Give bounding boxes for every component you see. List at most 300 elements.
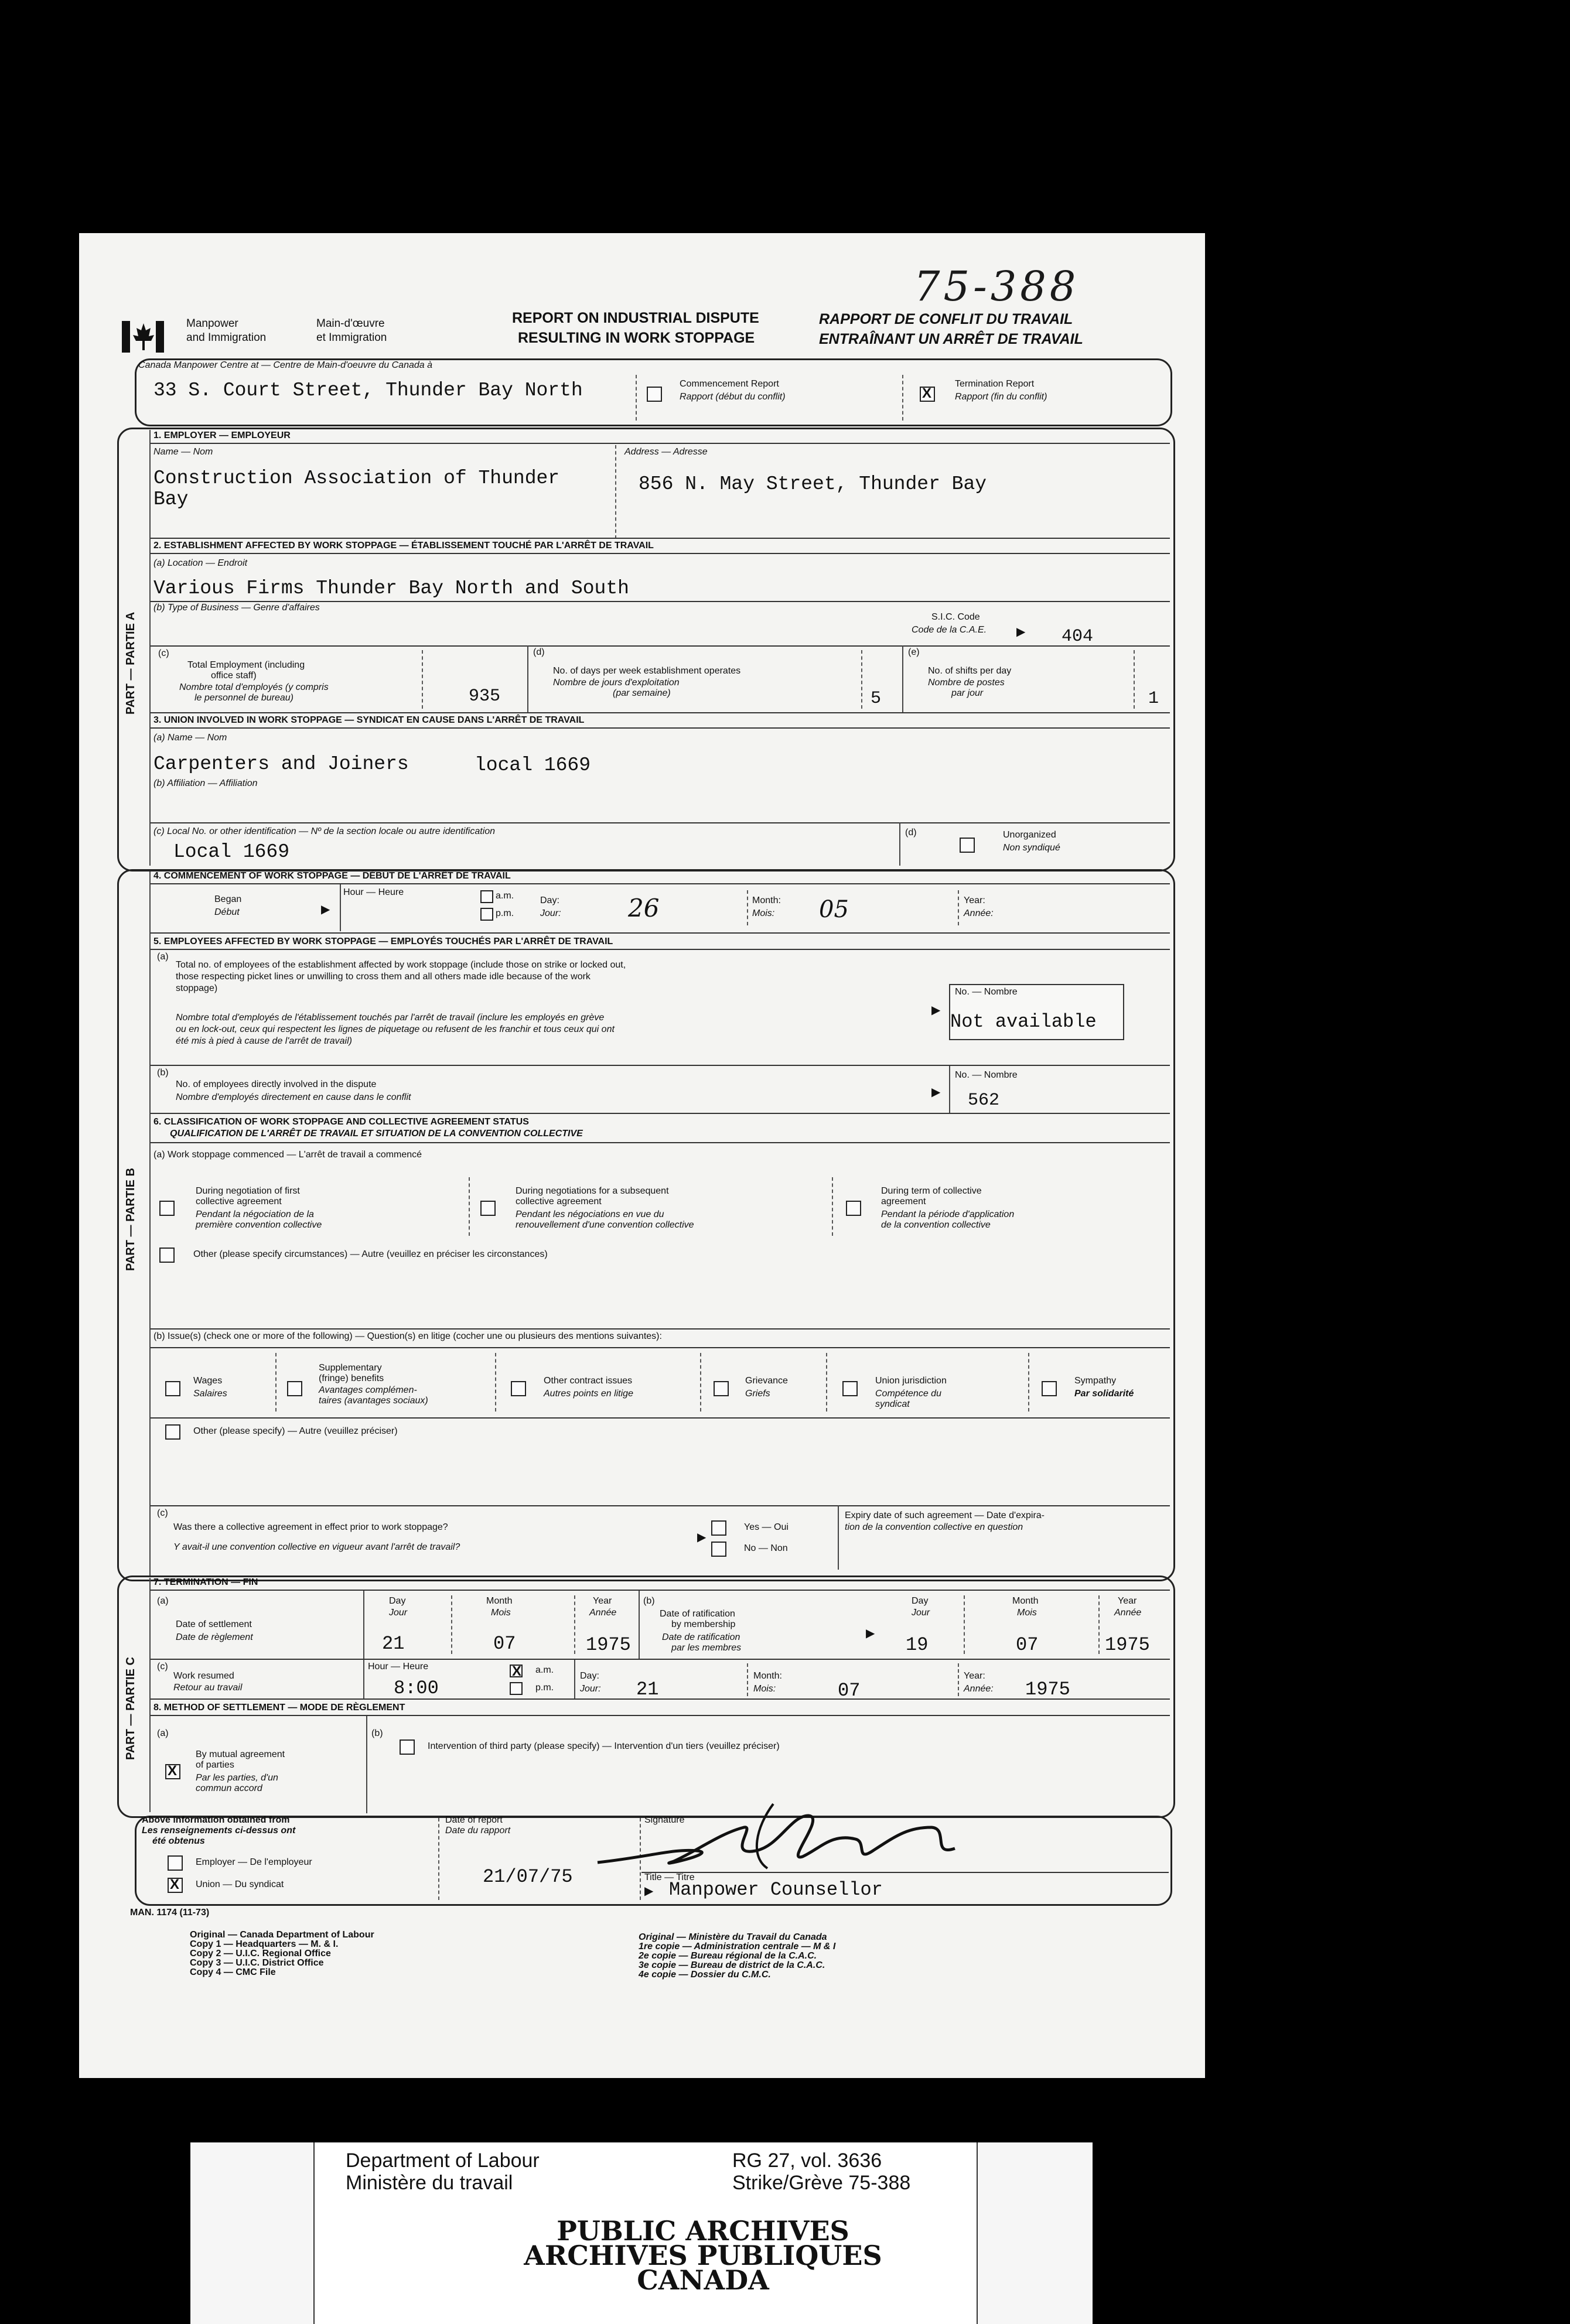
s5-div — [949, 1066, 950, 1113]
s4-year: Year: — [964, 896, 985, 905]
ratif-fr-2: par les membres — [671, 1643, 742, 1653]
third-party-checkbox[interactable] — [400, 1739, 415, 1755]
arrow-icon: ▶ — [1016, 626, 1026, 638]
s4-div-b — [747, 890, 748, 925]
s7a-day-en: Day — [389, 1596, 406, 1606]
s7b-day-fr: Jour — [912, 1608, 930, 1618]
s7-mois: Mois: — [753, 1684, 776, 1694]
dist-fr-2: 2e copie — Bureau régional de la C.A.C. — [639, 1951, 817, 1961]
s6-div-a — [469, 1177, 470, 1236]
juris-en: Union jurisdiction — [875, 1376, 947, 1386]
s4-day: Day: — [540, 896, 559, 905]
part-b-margin — [149, 872, 151, 1575]
employment-en-2: office staff) — [211, 671, 257, 681]
centre-divider-2 — [902, 375, 903, 421]
mutual-en-1: By mutual agreement — [196, 1749, 285, 1759]
s5-total-value[interactable]: Not available — [950, 1011, 1097, 1033]
wages-fr: Salaires — [193, 1389, 227, 1399]
s6-rule-4 — [151, 1417, 1170, 1419]
wages-checkbox[interactable] — [165, 1381, 180, 1396]
s2-top-rule — [151, 538, 1170, 539]
s7-a-label: (a) — [157, 1596, 169, 1606]
dist-fr-0: Original — Ministère du Travail du Canada — [639, 1932, 827, 1942]
obtained-fr-1: Les renseignements ci-dessus ont — [142, 1826, 296, 1836]
s5-total-fr-1: Nombre total d'employés de l'établissement touchés par l'arrêt de travail (inclure les employés en grève — [176, 1013, 605, 1023]
s7-div-b — [451, 1595, 452, 1654]
s1-heading: 1. EMPLOYER — EMPLOYEUR — [153, 430, 291, 440]
s7-am: a.m. — [535, 1665, 554, 1675]
agency-en-1: Manpower — [186, 317, 238, 330]
resumed-am-checkbox[interactable] — [510, 1665, 523, 1677]
began-arrow-icon: ▶ — [321, 903, 330, 916]
dist-en-1: Copy 1 — Headquarters — M. & I. — [190, 1939, 339, 1949]
title-label: Title — Titre — [644, 1872, 695, 1882]
s7b-month-en: Month — [1012, 1596, 1039, 1606]
s7-month: Month: — [753, 1671, 782, 1681]
opt1-en-2: collective agreement — [196, 1197, 282, 1207]
footer-rule — [641, 1872, 1169, 1873]
s5-heading: 5. EMPLOYEES AFFECTED BY WORK STOPPAGE — EMPLOYÉS TOUCHÉS PAR L'ARRÊT DE TRAVAIL — [153, 937, 613, 946]
unorganized-fr: Non syndiqué — [1003, 843, 1060, 853]
s8-div — [366, 1716, 367, 1813]
union-source: Union — Du syndicat — [196, 1879, 284, 1889]
s5-top-rule — [151, 932, 1170, 934]
juris-fr-2: syndicat — [875, 1399, 910, 1409]
s3-rule — [151, 727, 1170, 729]
employer-source: Employer — De l'employeur — [196, 1857, 312, 1867]
s3-rule-2 — [151, 822, 1170, 823]
union-local-inline[interactable]: local 1669 — [475, 754, 591, 776]
s7-c-div-a — [363, 1660, 364, 1698]
dist-fr-4: 4e copie — Dossier du C.M.C. — [639, 1970, 771, 1980]
sympathy-checkbox[interactable] — [1042, 1381, 1057, 1396]
s2-div-b — [527, 645, 528, 712]
title-fr-2: ENTRAÎNANT UN ARRÊT DE TRAVAIL — [819, 331, 1083, 347]
s6-rule-5 — [151, 1505, 1170, 1506]
s7-pm: p.m. — [535, 1683, 554, 1693]
agency-en-2: and Immigration — [186, 331, 267, 344]
s7-heading: 7. TERMINATION — FIN — [153, 1577, 258, 1587]
other-circumstances-checkbox[interactable] — [159, 1248, 175, 1263]
s7b-day-en: Day — [912, 1596, 929, 1606]
title-en-2: RESULTING IN WORK STOPPAGE — [518, 330, 755, 346]
employment-fr-2: le personnel de bureau) — [194, 693, 294, 703]
s2-location-label: (a) Location — Endroit — [153, 558, 248, 568]
part-c-margin — [149, 1578, 151, 1812]
s6-issue-div-c — [700, 1353, 701, 1412]
s3-top-rule — [151, 712, 1170, 713]
s2-div-e — [1134, 650, 1135, 709]
s7-c-div-c — [747, 1663, 748, 1696]
s6-issue-div-e — [1028, 1353, 1029, 1412]
union-name[interactable]: Carpenters and Joiners — [153, 753, 409, 775]
s6-heading-1: 6. CLASSIFICATION OF WORK STOPPAGE AND COLLECTIVE AGREEMENT STATUS — [153, 1117, 529, 1127]
signature-scribble — [580, 1792, 967, 1880]
opt3-fr-2: de la convention collective — [881, 1220, 991, 1230]
settle-fr: Date de règlement — [176, 1632, 253, 1642]
title-arrow-icon: ▶ — [644, 1885, 654, 1898]
s5-total-fr-2: ou en lock-out, ceux qui respectent les lignes de piquetage ou refusent de les franchir et tous ceux qui ont — [176, 1024, 615, 1034]
s8-heading: 8. METHOD OF SETTLEMENT — MODE DE RÈGLEMENT — [153, 1703, 405, 1713]
s7-c-label: (c) — [157, 1662, 168, 1672]
commencement-checkbox[interactable] — [647, 387, 662, 402]
expiry-1: Expiry date of such agreement — Date d'expira- — [845, 1510, 1045, 1520]
obtained-en: Above information obtained from — [142, 1815, 290, 1825]
s6-c-label: (c) — [157, 1508, 168, 1518]
part-a-margin — [149, 430, 151, 866]
union-source-checkbox[interactable] — [168, 1878, 183, 1893]
archive-ref — [732, 2149, 910, 2194]
ratif-arrow-icon: ▶ — [866, 1627, 875, 1640]
contract-en: Other contract issues — [544, 1376, 633, 1386]
s8-b-label: (b) — [371, 1728, 383, 1738]
s7a-month-en: Month — [486, 1596, 513, 1606]
s7-div-a — [363, 1591, 364, 1659]
s4-jour: Jour: — [540, 908, 561, 918]
s2-rule — [151, 553, 1170, 554]
pa-line-1: PUBLIC ARCHIVES — [557, 2215, 849, 2247]
shifts-fr-1: Nombre de postes — [928, 678, 1005, 688]
s5-no-label: No. — Nombre — [955, 987, 1018, 997]
location-value[interactable]: Various Firms Thunder Bay North and South — [153, 577, 629, 599]
s2-e-label: (e) — [908, 647, 920, 657]
supp-fr-1: Avantages complémen- — [319, 1385, 417, 1395]
supplementary-checkbox[interactable] — [287, 1381, 302, 1396]
settle-year[interactable]: 1975 — [586, 1634, 631, 1656]
dist-en-2: Copy 2 — U.I.C. Regional Office — [190, 1949, 331, 1959]
s4-pm: p.m. — [496, 908, 514, 918]
title-value[interactable]: Manpower Counsellor — [669, 1879, 883, 1901]
flag-bar-left — [122, 321, 130, 353]
archive-dept — [346, 2149, 540, 2194]
s2-c-label: (c) — [158, 648, 169, 658]
s4-mois: Mois: — [752, 908, 775, 918]
archive-dept-en: Department of Labour — [346, 2149, 540, 2172]
s7-hour-label: Hour — Heure — [368, 1662, 429, 1672]
s3-heading: 3. UNION INVOLVED IN WORK STOPPAGE — SYNDICAT EN CAUSE DANS L'ARRÊT DE TRAVAIL — [153, 715, 585, 725]
s7-div-f — [1098, 1595, 1100, 1654]
supp-fr-2: taires (avantages sociaux) — [319, 1396, 428, 1406]
s6-top-rule — [151, 1113, 1170, 1114]
s7b-year-fr: Année — [1114, 1608, 1142, 1618]
subsequent-agreement-checkbox[interactable] — [480, 1201, 496, 1216]
centre-label: Canada Manpower Centre at — Centre de Main-d'oeuvre du Canada à — [138, 360, 433, 370]
s6-div-b — [832, 1177, 833, 1236]
commencement-fr: Rapport (début du conflit) — [680, 392, 786, 402]
s2-rule-3 — [151, 645, 1170, 647]
unorganized-checkbox[interactable] — [960, 838, 975, 853]
s5-direct-fr: Nombre d'employés directement en cause dans le conflit — [176, 1092, 411, 1102]
resumed-year[interactable]: 1975 — [1025, 1679, 1070, 1700]
dist-fr-1: 1re copie — Administration centrale — M & I — [639, 1942, 836, 1952]
supp-en-2: (fringe) benefits — [319, 1373, 384, 1383]
resumed-fr: Retour au travail — [173, 1683, 243, 1693]
dist-fr-3: 3e copie — Bureau de district de la C.A.C. — [639, 1960, 825, 1970]
other-issue-checkbox[interactable] — [165, 1424, 180, 1440]
s4-heading: 4. COMMENCEMENT OF WORK STOPPAGE — DÉBUT DE L'ARRÊT DE TRAVAIL — [153, 871, 511, 881]
s8-top-rule — [151, 1698, 1170, 1700]
resumed-month[interactable]: 07 — [838, 1680, 861, 1701]
ratif-en-1: Date of ratification — [660, 1609, 735, 1619]
termination-en: Termination Report — [955, 379, 1035, 389]
juris-fr-1: Compétence du — [875, 1389, 941, 1399]
s4-div-a — [340, 884, 341, 931]
mutual-fr-1: Par les parties, d'un — [196, 1773, 278, 1783]
third-party-label: Intervention of third party (please specify) — Intervention d'un tiers (veuillez préciser) — [428, 1741, 780, 1751]
s2-d-label: (d) — [533, 647, 545, 657]
settle-month[interactable]: 07 — [493, 1633, 516, 1655]
s8-rule — [151, 1715, 1170, 1716]
s7-annee: Année: — [964, 1684, 994, 1694]
part-c-label: PART — PARTIE C — [124, 1657, 137, 1760]
opt1-fr-1: Pendant la négociation de la — [196, 1209, 314, 1219]
resumed-pm-checkbox[interactable] — [510, 1682, 523, 1695]
archive-dept-fr: Ministère du travail — [346, 2172, 513, 2194]
jurisdiction-checkbox[interactable] — [842, 1381, 858, 1396]
mutual-en-2: of parties — [196, 1760, 234, 1770]
s4-month-value[interactable]: 05 — [819, 896, 849, 923]
s6-c-div — [838, 1505, 839, 1570]
employer-name-2[interactable]: Bay — [153, 488, 189, 510]
pa-line-3: CANADA — [637, 2264, 769, 2296]
settle-en: Date of settlement — [176, 1619, 252, 1629]
grievance-checkbox[interactable] — [714, 1381, 729, 1396]
s2-div-d — [902, 645, 903, 712]
s4-hour-label: Hour — Heure — [343, 887, 404, 897]
flag-bar-right — [156, 321, 164, 353]
s7-c-div-b — [574, 1660, 575, 1698]
s1-address-label: Address — Adresse — [624, 447, 708, 457]
sic-label-en: S.I.C. Code — [931, 612, 980, 622]
opt3-en-1: During term of collective — [881, 1186, 982, 1196]
began-fr: Début — [214, 907, 240, 917]
days-fr-1: Nombre de jours d'exploitation — [553, 678, 680, 688]
s5-total-en-2: those respecting picket lines or unwilling to cross them and all others made idle because of the work — [176, 972, 591, 982]
s4-am-checkbox[interactable] — [480, 890, 493, 903]
s5-no-label-2: No. — Nombre — [955, 1070, 1018, 1080]
opt2-en-1: During negotiations for a subsequent — [516, 1186, 669, 1196]
s5-direct-value[interactable]: 562 — [968, 1091, 1000, 1110]
dist-en-3: Copy 3 — U.I.C. District Office — [190, 1958, 324, 1968]
employment-value[interactable]: 935 — [469, 686, 501, 706]
settle-day[interactable]: 21 — [382, 1633, 405, 1655]
s7-rule — [151, 1590, 1170, 1591]
s6-issue-div-b — [495, 1353, 496, 1412]
sympathy-fr: Par solidarité — [1074, 1389, 1134, 1399]
agency-fr-1: Main-d'œuvre — [316, 317, 385, 330]
resumed-en: Work resumed — [173, 1671, 234, 1681]
ratif-en-2: by membership — [671, 1619, 736, 1629]
employer-source-checkbox[interactable] — [168, 1855, 183, 1871]
sic-value[interactable]: 404 — [1062, 627, 1094, 647]
s5-total-fr-3: été mis à pied à cause de l'arrêt de travail) — [176, 1036, 352, 1046]
maple-leaf-icon — [132, 322, 155, 351]
title-en-1: REPORT ON INDUSTRIAL DISPUTE — [512, 310, 759, 326]
agreement-no: No — Non — [744, 1543, 788, 1553]
grievance-fr: Griefs — [745, 1389, 770, 1399]
s7a-month-fr: Mois — [491, 1608, 511, 1618]
wages-en: Wages — [193, 1376, 223, 1386]
ratif-year[interactable]: 1975 — [1105, 1634, 1150, 1656]
unorganized-en: Unorganized — [1003, 830, 1056, 840]
s2-business-label: (b) Type of Business — Genre d'affaires — [153, 603, 320, 613]
s7-jour: Jour: — [580, 1684, 601, 1694]
part-b-label: PART — PARTIE B — [124, 1168, 137, 1271]
public-archives-stamp — [375, 2215, 1031, 2296]
report-date[interactable]: 21/07/75 — [483, 1866, 573, 1888]
resumed-hour[interactable]: 8:00 — [394, 1677, 439, 1699]
expiry-2: tion de la convention collective en question — [845, 1522, 1023, 1532]
shifts-en: No. of shifts per day — [928, 666, 1012, 676]
s5-arrow-icon: ▶ — [931, 1004, 941, 1017]
report-date-en: Date of report — [445, 1815, 503, 1825]
s1-name-label: Name — Nom — [153, 447, 213, 457]
signature-label: Signature — [644, 1815, 685, 1825]
s6-issue-div-d — [826, 1353, 827, 1412]
s8-a-label: (a) — [157, 1728, 169, 1738]
s3-d-label: (d) — [905, 828, 917, 838]
termination-checkbox[interactable] — [920, 387, 935, 402]
s7-div-c — [574, 1595, 575, 1654]
s7a-year-fr: Année — [589, 1608, 617, 1618]
s7b-month-fr: Mois — [1017, 1608, 1037, 1618]
s7b-year-en: Year — [1118, 1596, 1137, 1606]
handwritten-file-number: 75-388 — [914, 262, 1080, 310]
termination-fr: Rapport (fin du conflit) — [955, 392, 1047, 402]
employer-address[interactable]: 856 N. May Street, Thunder Bay — [639, 473, 987, 495]
s5-a-label: (a) — [157, 952, 169, 962]
s3-local-label: (c) Local No. or other identification — Nº de la section locale ou autre identification — [153, 826, 496, 836]
sympathy-en: Sympathy — [1074, 1376, 1117, 1386]
s6-a-label: (a) Work stoppage commenced — L'arrêt de travail a commencé — [153, 1150, 422, 1160]
distribution-fr — [639, 1933, 835, 1980]
s4-rule — [151, 883, 1170, 884]
s4-am: a.m. — [496, 891, 514, 901]
s7-day: Day: — [580, 1671, 599, 1681]
opt2-en-2: collective agreement — [516, 1197, 602, 1207]
centre-divider — [636, 375, 637, 421]
s7-year: Year: — [964, 1671, 985, 1681]
sic-label-fr: Code de la C.A.E. — [912, 625, 987, 635]
shifts-fr-2: par jour — [951, 688, 984, 698]
first-agreement-checkbox[interactable] — [159, 1201, 175, 1216]
agreement-yes-checkbox[interactable] — [711, 1520, 726, 1536]
s6-rule-2 — [151, 1328, 1170, 1330]
term-agreement-checkbox[interactable] — [846, 1201, 861, 1216]
opt3-fr-1: Pendant la période d'application — [881, 1209, 1015, 1219]
ratif-month[interactable]: 07 — [1016, 1634, 1039, 1656]
dist-en-4: Copy 4 — CMC File — [190, 1967, 276, 1977]
agency-fr-2: et Immigration — [316, 331, 387, 344]
days-fr-2: (par semaine) — [613, 688, 671, 698]
s7-div-d — [639, 1591, 640, 1659]
agreement-arrow-icon: ▶ — [697, 1531, 706, 1544]
ratif-fr-1: Date de ratification — [662, 1632, 740, 1642]
opt1-en-1: During negotiation of first — [196, 1186, 300, 1196]
mutual-agreement-checkbox[interactable] — [165, 1764, 180, 1779]
s2-div-c — [861, 650, 862, 709]
contract-issues-checkbox[interactable] — [511, 1381, 526, 1396]
s7a-day-fr: Jour — [389, 1608, 408, 1618]
s2-div-a — [422, 650, 423, 709]
s6-other-b: Other (please specify) — Autre (veuillez préciser) — [193, 1426, 398, 1436]
commencement-en: Commencement Report — [680, 379, 779, 389]
s4-day-value[interactable]: 26 — [628, 894, 660, 922]
s6-rule — [151, 1142, 1170, 1143]
s4-div-c — [958, 890, 959, 925]
agreement-fr: Y avait-il une convention collective en vigueur avant l'arrêt de travail? — [173, 1542, 460, 1552]
opt1-fr-2: première convention collective — [196, 1220, 322, 1230]
s7-div-e — [964, 1595, 965, 1654]
days-en: No. of days per week establishment operates — [553, 666, 741, 676]
s5-direct-en: No. of employees directly involved in the dispute — [176, 1079, 377, 1089]
s3-affiliation-label: (b) Affiliation — Affiliation — [153, 778, 258, 788]
days-value[interactable]: 5 — [871, 689, 882, 709]
s6-heading-2: QUALIFICATION DE L'ARRÊT DE TRAVAIL ET SITUATION DE LA CONVENTION COLLECTIVE — [170, 1129, 583, 1139]
s5-b-label: (b) — [157, 1068, 169, 1078]
report-date-fr: Date du rapport — [445, 1826, 511, 1836]
agreement-en: Was there a collective agreement in effect prior to work stoppage? — [173, 1522, 448, 1532]
archive-ref-2: Strike/Grève 75-388 — [732, 2172, 911, 2194]
agreement-yes: Yes — Oui — [744, 1522, 789, 1532]
footer-div-a — [438, 1818, 439, 1900]
form-number: MAN. 1174 (11-73) — [130, 1908, 210, 1918]
opt3-en-2: agreement — [881, 1197, 926, 1207]
resumed-day[interactable]: 21 — [636, 1679, 659, 1700]
agreement-no-checkbox[interactable] — [711, 1542, 726, 1557]
s5-arrow-icon-2: ▶ — [931, 1086, 941, 1099]
shifts-value[interactable]: 1 — [1148, 689, 1159, 709]
pa-line-2: ARCHIVES PUBLIQUES — [524, 2240, 882, 2271]
s7a-year-en: Year — [593, 1596, 612, 1606]
s6-other: Other (please specify circumstances) — Autre (veuillez en préciser les circonstances) — [193, 1249, 548, 1259]
mutual-fr-2: commun accord — [196, 1783, 262, 1793]
s2-heading: 2. ESTABLISHMENT AFFECTED BY WORK STOPPAGE — ÉTABLISSEMENT TOUCHÉ PAR L'ARRÊT DE TRAVAIL — [153, 541, 654, 551]
grievance-en: Grievance — [745, 1376, 788, 1386]
s7-rule-2 — [151, 1659, 1170, 1660]
opt2-fr-2: renouvellement d'une convention collective — [516, 1220, 694, 1230]
s1-rule — [151, 443, 1170, 444]
distribution-en — [190, 1930, 374, 1977]
s6-rule-3 — [151, 1347, 1170, 1348]
s6-b-label: (b) Issue(s) (check one or more of the following) — Question(s) en litige (cocher une ou plusieurs des mentions suivantes): — [153, 1331, 662, 1341]
s5-rule — [151, 949, 1170, 950]
employer-name-1[interactable]: Construction Association of Thunder — [153, 467, 560, 489]
s3-div — [899, 822, 900, 866]
s6-issue-div-a — [275, 1353, 277, 1412]
s4-month: Month: — [752, 896, 781, 905]
s3-name-label: (a) Name — Nom — [153, 733, 227, 743]
s5-rule-2 — [151, 1065, 1170, 1066]
obtained-fr-2: été obtenus — [152, 1836, 205, 1846]
s5-total-en-1: Total no. of employees of the establishment affected by work stoppage (include those on strike or locked out, — [176, 960, 626, 970]
s4-pm-checkbox[interactable] — [480, 908, 493, 921]
dist-en-0: Original — Canada Department of Labour — [190, 1930, 374, 1940]
opt2-fr-1: Pendant les négociations en vue du — [516, 1209, 664, 1219]
supp-en-1: Supplementary — [319, 1363, 382, 1373]
employment-en-1: Total Employment (including — [187, 660, 305, 670]
s4-annee: Année: — [964, 908, 994, 918]
centre-value[interactable]: 33 S. Court Street, Thunder Bay North — [153, 380, 583, 401]
began-en: Began — [214, 894, 242, 904]
employment-fr-1: Nombre total d'employés (y compris — [179, 682, 329, 692]
s7-b-label: (b) — [643, 1596, 655, 1606]
part-a-label: PART — PARTIE A — [124, 611, 137, 715]
contract-fr: Autres points en litige — [544, 1389, 633, 1399]
union-local[interactable]: Local 1669 — [173, 841, 290, 863]
ratif-day[interactable]: 19 — [906, 1634, 929, 1656]
title-fr-1: RAPPORT DE CONFLIT DU TRAVAIL — [819, 311, 1073, 327]
